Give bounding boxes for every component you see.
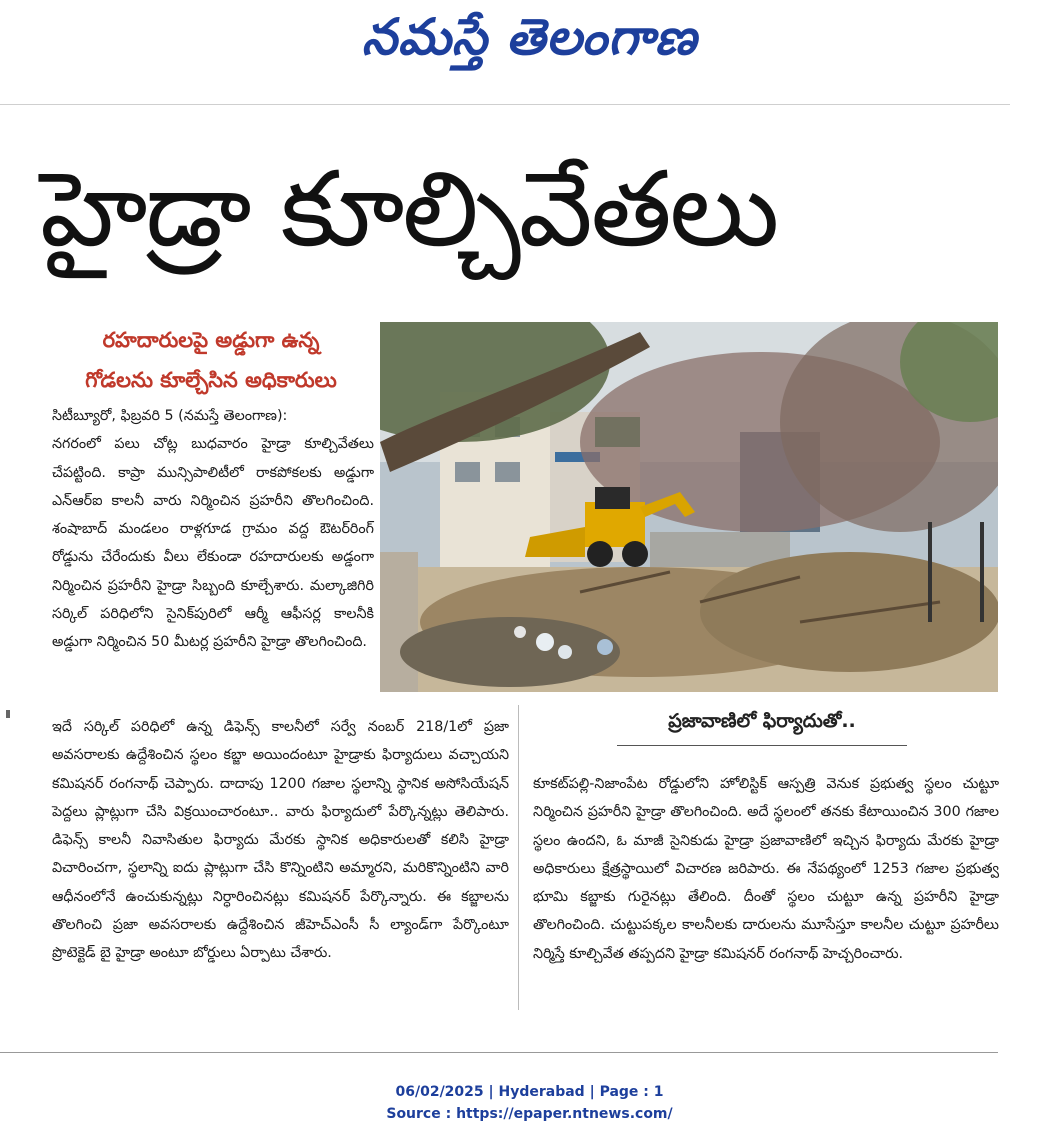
subhead-line-1: రహదారులపై అడ్డుగా ఉన్న bbox=[102, 328, 320, 352]
subhead-line-2: గోడలను కూల్చేసిన అధికారులు bbox=[85, 368, 337, 392]
column-divider bbox=[518, 705, 519, 1010]
article-paragraph-1: నగరంలో పలు చోట్ల బుధవారం హైడ్రా కూల్చివేతలు చేపట్టింది. కాప్రా మున్సిపాలిటీలో రాకపోకలకు అడ్డుగా ఎన్ఆర్ఐ కాలనీ వారు నిర్మించిన ప్రహరీని తొలగించింది. శంషాబాద్ మండలం రాళ్లగూడ గ్రామం వద్ద ఔటర్‌రింగ్ రోడ్డును చేరేందుకు వీలు లేకుండా రహదారులకు అడ్డంగా నిర్మించిన ప్రహరీని హైడ్రా సిబ్బంది కూల్చేశారు. మల్కాజిగిరి సర్కిల్ పరిధిలోని సైనిక్‌పురిలో ఆర్మీ ఆఫీసర్ల కాలనీకి అడ్డుగా నిర్మించిన 50 మీటర్ల ప్రహరీని హైడ్రా తొలగించింది. bbox=[52, 436, 374, 651]
article-2-paragraph: కూకట్‌పల్లి-నిజాంపేట రోడ్డులోని హోలిస్టిక్ ఆస్పత్రి వెనుక ప్రభుత్వ స్థలం చుట్టూ నిర్మించిన ప్రహరీని హైడ్రా తొలగించింది. అదే స్థలంలో తనకు కేటాయించిన 300 గజాల స్థలం ఉందని, ఓ మాజీ సైనికుడు హైడ్రా ప్రజావాణిలో ఇచ్చిన ఫిర్యాదు మేరకు హైడ్రా అధికారులు క్షేత్రస్థాయిలో విచారణ జరిపారు. ఈ నేపథ్యంలో 1253 గజాల ప్రభుత్వ భూమి కబ్జాకు గురైనట్లు తేలింది. దీంతో స్థలం చుట్టూ ఉన్న ప్రహరీని హైడ్రా తొలగించింది. చుట్టుపక్కల కాలనీలకు దారులను మూసేస్తూ కాలనీల చుట్టూ ప్రహరీలు నిర్మిస్తే కూల్చివేత తప్పదని హైడ్రా కమిషనర్ రంగనాథ్ హెచ్చరించారు. bbox=[533, 776, 999, 962]
news-photo bbox=[380, 322, 998, 692]
article-column-1 bbox=[52, 402, 374, 657]
article-paragraph-2: ఇదే సర్కిల్ పరిధిలో ఉన్న డిఫెన్స్ కాలనీలో సర్వే నంబర్ 218/1లో ప్రజా అవసరాలకు ఉద్దేశించిన స్థలం కబ్జా అయిందంటూ హైడ్రాకు ఫిర్యాదులు వచ్చాయని కమిషనర్ రంగనాథ్ చెప్పారు. దాదాపు 1200 గజాల స్థలాన్ని స్థానిక అసోసియేషన్ పెద్దలు ప్లాట్లుగా చేసి విక్రయించారంటూ.. వారు ఫిర్యాదులో పేర్కొన్నట్లు తెలిపారు. డిఫెన్స్ కాలనీ నివాసితుల ఫిర్యాదు మేరకు స్థానిక అధికారులతో కలిసి హైడ్రా విచారించగా, స్థలాన్ని ఐదు ప్లాట్లుగా చేసి కొన్నింటిని అమ్మారని, మరికొన్నింటిని వారి ఆధీనంలోనే ఉంచుకున్నట్లు నిర్ధారించినట్లు కమిషనర్ పేర్కొన్నారు. ఈ కబ్జాలను తొలగించి ప్రజా అవసరాలకు ఉద్దేశించిన జీహెచ్ఎంసీ సీ ల్యాండ్‌గా పేర్కొంటూ ప్రొటెక్టెడ్ బై హైడ్రా అంటూ బోర్డులు ఏర్పాటు చేశారు. bbox=[52, 719, 509, 962]
footer-source-link[interactable]: Source : https://epaper.ntnews.com/ bbox=[386, 1106, 673, 1122]
margin-marker bbox=[6, 710, 10, 718]
article-column-1-continued bbox=[52, 713, 509, 968]
subhead bbox=[50, 320, 372, 400]
headline: హైడ్రా కూల్చివేతలు bbox=[40, 148, 778, 270]
footer-date-edition: 06/02/2025 | Hyderabad | Page : 1 bbox=[395, 1084, 664, 1100]
footer-divider bbox=[0, 1052, 998, 1053]
masthead-logo: నమస్తే తెలంగాణ bbox=[361, 8, 698, 66]
section-heading: ప్రజావాణిలో ఫిర్యాదుతో.. bbox=[617, 710, 907, 746]
demolition-photo-illustration bbox=[380, 322, 998, 692]
article-column-2 bbox=[533, 770, 999, 968]
masthead-divider bbox=[0, 104, 1010, 105]
article-dateline: సిటీబ్యూరో, ఫిబ్రవరి 5 (నమస్తే తెలంగాణ): bbox=[52, 408, 288, 424]
